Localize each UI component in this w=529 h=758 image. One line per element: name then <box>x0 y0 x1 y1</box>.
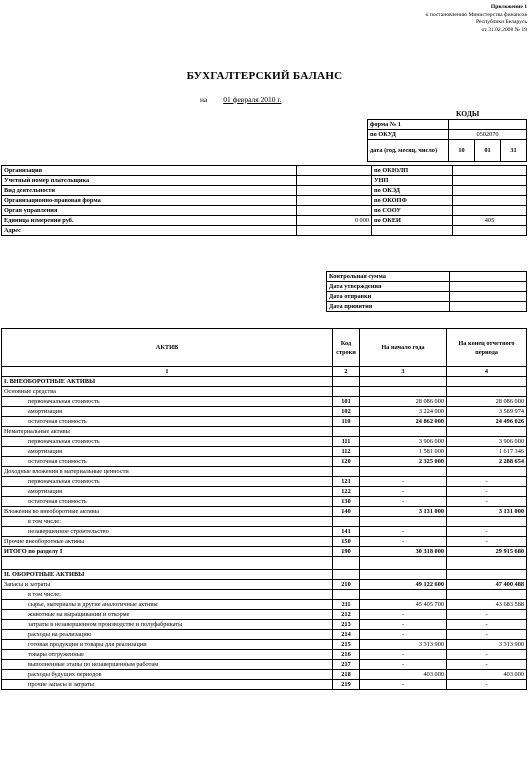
row-end <box>447 467 527 477</box>
annotation-line: от 31.02.2008 № 19 <box>481 26 527 33</box>
table-row <box>2 580 527 590</box>
row-code: 213 <box>333 620 360 630</box>
row-name: выполненные этапы по незавершенным работам <box>2 660 333 670</box>
row-start <box>360 377 447 387</box>
row-code <box>333 467 360 477</box>
org-row <box>2 216 527 226</box>
row-name: расходы на реализацию <box>2 630 333 640</box>
row-start <box>360 590 447 600</box>
org-value <box>453 176 527 186</box>
row-start: 2 325 000 <box>360 457 447 467</box>
control-value <box>450 302 527 312</box>
table-row <box>2 590 527 600</box>
row-name: незавершенное строительство <box>2 527 333 537</box>
date-code-year: 10 <box>449 140 475 162</box>
row-end: - <box>447 537 527 547</box>
row-end <box>447 427 527 437</box>
org-row <box>2 196 527 206</box>
org-row <box>2 186 527 196</box>
row-name: первоначальная стоимость <box>2 437 333 447</box>
control-row <box>327 282 527 292</box>
row-start: 3 313 900 <box>360 640 447 650</box>
report-date: 01 февраля 2010 г. <box>223 95 282 104</box>
org-code-label: по ОКЕИ <box>372 216 453 226</box>
org-extra <box>297 186 372 196</box>
row-name: ИТОГО по разделу I <box>2 547 333 557</box>
row-code <box>333 590 360 600</box>
org-code-label <box>372 226 453 236</box>
table-row <box>2 660 527 670</box>
row-start <box>360 570 447 580</box>
org-code-label: по СООУ <box>372 206 453 216</box>
annotation-line: к постановлению Министерства финансов <box>425 11 527 18</box>
org-extra <box>297 196 372 206</box>
row-start: - <box>360 660 447 670</box>
row-start: - <box>360 477 447 487</box>
row-code: 101 <box>333 397 360 407</box>
table-row <box>2 407 527 417</box>
row-name: первоначальная стоимость <box>2 397 333 407</box>
control-row <box>327 272 527 282</box>
date-code-month: 01 <box>475 140 501 162</box>
org-extra <box>297 226 372 236</box>
codes-title: КОДЫ <box>456 109 480 118</box>
row-end: 47 400 488 <box>447 580 527 590</box>
organization-table <box>1 165 527 236</box>
org-value <box>453 166 527 176</box>
row-code: 217 <box>333 660 360 670</box>
org-label: Орган управления <box>2 206 297 216</box>
table-row <box>2 527 527 537</box>
row-end: 28 086 000 <box>447 397 527 407</box>
row-start: 403 000 <box>360 670 447 680</box>
table-row <box>2 497 527 507</box>
row-start: 24 862 000 <box>360 417 447 427</box>
table-row <box>2 537 527 547</box>
control-row <box>327 302 527 312</box>
row-code: 214 <box>333 630 360 640</box>
table-row <box>2 630 527 640</box>
org-value: 405 <box>453 216 527 226</box>
row-code: 140 <box>333 507 360 517</box>
row-end: 3 906 000 <box>447 437 527 447</box>
row-code: 219 <box>333 680 360 690</box>
table-row <box>2 610 527 620</box>
row-name: прочие запасы и затраты <box>2 680 333 690</box>
table-row <box>2 620 527 630</box>
row-start <box>360 467 447 477</box>
row-end <box>447 387 527 397</box>
row-end <box>447 570 527 580</box>
table-row <box>2 437 527 447</box>
row-name: Вложения во внеоборотные активы <box>2 507 333 517</box>
org-code-label: по ОКОПФ <box>372 196 453 206</box>
row-end: - <box>447 650 527 660</box>
row-name: Запасы и затраты <box>2 580 333 590</box>
table-row <box>2 397 527 407</box>
org-row <box>2 206 527 216</box>
row-end: 24 496 026 <box>447 417 527 427</box>
org-value <box>453 186 527 196</box>
table-row <box>2 447 527 457</box>
col-num: 2 <box>333 367 360 377</box>
org-label: Единица измерения руб. <box>2 216 297 226</box>
org-row <box>2 176 527 186</box>
control-label: Дата принятия <box>327 302 450 312</box>
row-name: затраты в незавершенном производстве и полуфабрикаты <box>2 620 333 630</box>
table-row <box>2 570 527 580</box>
row-code: 102 <box>333 407 360 417</box>
control-value <box>450 272 527 282</box>
row-end: - <box>447 527 527 537</box>
okud-label: по ОКУД <box>368 130 449 140</box>
row-code: 111 <box>333 437 360 447</box>
row-code: 150 <box>333 537 360 547</box>
row-end: 3 313 900 <box>447 640 527 650</box>
spacer-row <box>2 557 527 570</box>
date-codes-label: дата (год, месяц, число) <box>368 140 449 162</box>
row-start: - <box>360 537 447 547</box>
row-start: 30 318 000 <box>360 547 447 557</box>
row-end: 43 683 588 <box>447 600 527 610</box>
row-end: - <box>447 620 527 630</box>
org-extra <box>297 176 372 186</box>
spacer-cell <box>333 557 360 570</box>
row-end: 2 288 654 <box>447 457 527 467</box>
row-end: - <box>447 610 527 620</box>
row-code: 112 <box>333 447 360 457</box>
okud-value: 0502070 <box>449 130 527 140</box>
org-code-label: по ОКЭД <box>372 186 453 196</box>
row-start: - <box>360 680 447 690</box>
table-row <box>2 417 527 427</box>
org-label: Организация <box>2 166 297 176</box>
date-code-day: 31 <box>501 140 527 162</box>
row-name: расходы будущих периодов <box>2 670 333 680</box>
row-start: 3 131 000 <box>360 507 447 517</box>
row-code: 122 <box>333 487 360 497</box>
row-code: 130 <box>333 497 360 507</box>
org-row <box>2 226 527 236</box>
date-prefix: на <box>200 95 208 104</box>
row-code: 110 <box>333 417 360 427</box>
org-value <box>453 206 527 216</box>
table-row <box>2 600 527 610</box>
row-start <box>360 517 447 527</box>
org-row <box>2 166 527 176</box>
row-code: 216 <box>333 650 360 660</box>
row-name: Основные средства <box>2 387 333 397</box>
row-name: Доходные вложения в материальные ценности <box>2 467 333 477</box>
col-num: 3 <box>360 367 447 377</box>
row-start: - <box>360 527 447 537</box>
row-code <box>333 427 360 437</box>
row-end: - <box>447 630 527 640</box>
col-header-start: На начало года <box>360 329 447 367</box>
col-header-end: На конец отчетного периода <box>447 329 527 367</box>
row-end <box>447 517 527 527</box>
table-row <box>2 427 527 437</box>
table-row <box>2 487 527 497</box>
row-code: 218 <box>333 670 360 680</box>
table-row <box>2 547 527 557</box>
row-name: I. ВНЕОБОРОТНЫЕ АКТИВЫ <box>2 377 333 387</box>
table-row <box>2 477 527 487</box>
col-num: 4 <box>447 367 527 377</box>
row-code: 210 <box>333 580 360 590</box>
row-code <box>333 517 360 527</box>
form-label: форма № 1 <box>368 120 449 130</box>
org-code-label: УНП <box>372 176 453 186</box>
report-date-line <box>200 95 282 104</box>
row-end: - <box>447 660 527 670</box>
control-row <box>327 292 527 302</box>
row-code <box>333 387 360 397</box>
row-name: II. ОБОРОТНЫЕ АКТИВЫ <box>2 570 333 580</box>
org-label: Учетный номер плательщика <box>2 176 297 186</box>
row-end: 1 617 346 <box>447 447 527 457</box>
row-start: - <box>360 497 447 507</box>
spacer-cell <box>360 557 447 570</box>
row-end <box>447 377 527 387</box>
annotation-block <box>327 4 527 34</box>
annotation-line: Республики Беларусь <box>476 19 527 26</box>
org-extra <box>297 166 372 176</box>
table-row <box>2 467 527 477</box>
row-name: амортизация <box>2 487 333 497</box>
row-end: - <box>447 680 527 690</box>
row-code: 121 <box>333 477 360 487</box>
row-end: 29 915 680 <box>447 547 527 557</box>
row-name: Нематериальные активы <box>2 427 333 437</box>
row-end: - <box>447 487 527 497</box>
row-name: в том числе: <box>2 590 333 600</box>
row-name: товары отгруженные <box>2 650 333 660</box>
row-code <box>333 570 360 580</box>
row-code: 141 <box>333 527 360 537</box>
balance-table <box>1 328 527 690</box>
row-name: животные на выращивании и откорме <box>2 610 333 620</box>
row-code: 212 <box>333 610 360 620</box>
control-value <box>450 292 527 302</box>
org-label: Вид деятельности <box>2 186 297 196</box>
row-start: - <box>360 487 447 497</box>
row-end: 3 131 000 <box>447 507 527 517</box>
row-start: 28 086 000 <box>360 397 447 407</box>
row-name: остаточная стоимость <box>2 417 333 427</box>
table-row <box>2 640 527 650</box>
row-code: 190 <box>333 547 360 557</box>
control-table <box>326 271 527 312</box>
table-row <box>2 670 527 680</box>
row-start: - <box>360 620 447 630</box>
row-code: 120 <box>333 457 360 467</box>
row-name: остаточная стоимость <box>2 457 333 467</box>
row-end: - <box>447 497 527 507</box>
spacer-cell <box>447 557 527 570</box>
org-label: Организационно-правовая форма <box>2 196 297 206</box>
row-name: Прочие внеоборотные активы <box>2 537 333 547</box>
row-start <box>360 427 447 437</box>
org-value <box>453 196 527 206</box>
row-start <box>360 387 447 397</box>
row-name: в том числе: <box>2 517 333 527</box>
control-label: Контрольная сумма <box>327 272 450 282</box>
row-start: 3 906 000 <box>360 437 447 447</box>
table-row <box>2 377 527 387</box>
org-label: Адрес <box>2 226 297 236</box>
row-name: амортизация <box>2 407 333 417</box>
org-code-label: по ОКЮЛП <box>372 166 453 176</box>
row-name: амортизация <box>2 447 333 457</box>
col-header-code: Код строки <box>333 329 360 367</box>
spacer-cell <box>2 557 333 570</box>
page-title: БУХГАЛТЕРСКИЙ БАЛАНС <box>186 70 343 82</box>
col-header-name: АКТИВ <box>2 329 333 367</box>
table-row <box>2 517 527 527</box>
row-end: - <box>447 477 527 487</box>
table-row <box>2 680 527 690</box>
row-code: 215 <box>333 640 360 650</box>
row-end: 3 589 974 <box>447 407 527 417</box>
control-label: Дата отправки <box>327 292 450 302</box>
table-row <box>2 457 527 467</box>
table-row <box>2 387 527 397</box>
row-start: 45 405 700 <box>360 600 447 610</box>
row-start: - <box>360 630 447 640</box>
row-start: - <box>360 650 447 660</box>
org-extra: 0 000 <box>297 216 372 226</box>
row-name: первоначальная стоимость <box>2 477 333 487</box>
row-start: 1 581 000 <box>360 447 447 457</box>
row-code: 211 <box>333 600 360 610</box>
row-name: готовая продукция и товары для реализации <box>2 640 333 650</box>
control-label: Дата утверждения <box>327 282 450 292</box>
annotation-line: Приложение 1 <box>490 4 527 10</box>
row-code <box>333 377 360 387</box>
codes-table <box>367 119 527 162</box>
row-end <box>447 590 527 600</box>
row-end: 403 000 <box>447 670 527 680</box>
row-name: сырье, материалы и другие аналогичные активы <box>2 600 333 610</box>
row-start: - <box>360 610 447 620</box>
table-row <box>2 507 527 517</box>
row-name: остаточная стоимость <box>2 497 333 507</box>
row-start: 49 122 600 <box>360 580 447 590</box>
row-start: 3 224 000 <box>360 407 447 417</box>
col-num: 1 <box>2 367 333 377</box>
org-value <box>453 226 527 236</box>
org-extra <box>297 206 372 216</box>
control-value <box>450 282 527 292</box>
table-row <box>2 650 527 660</box>
